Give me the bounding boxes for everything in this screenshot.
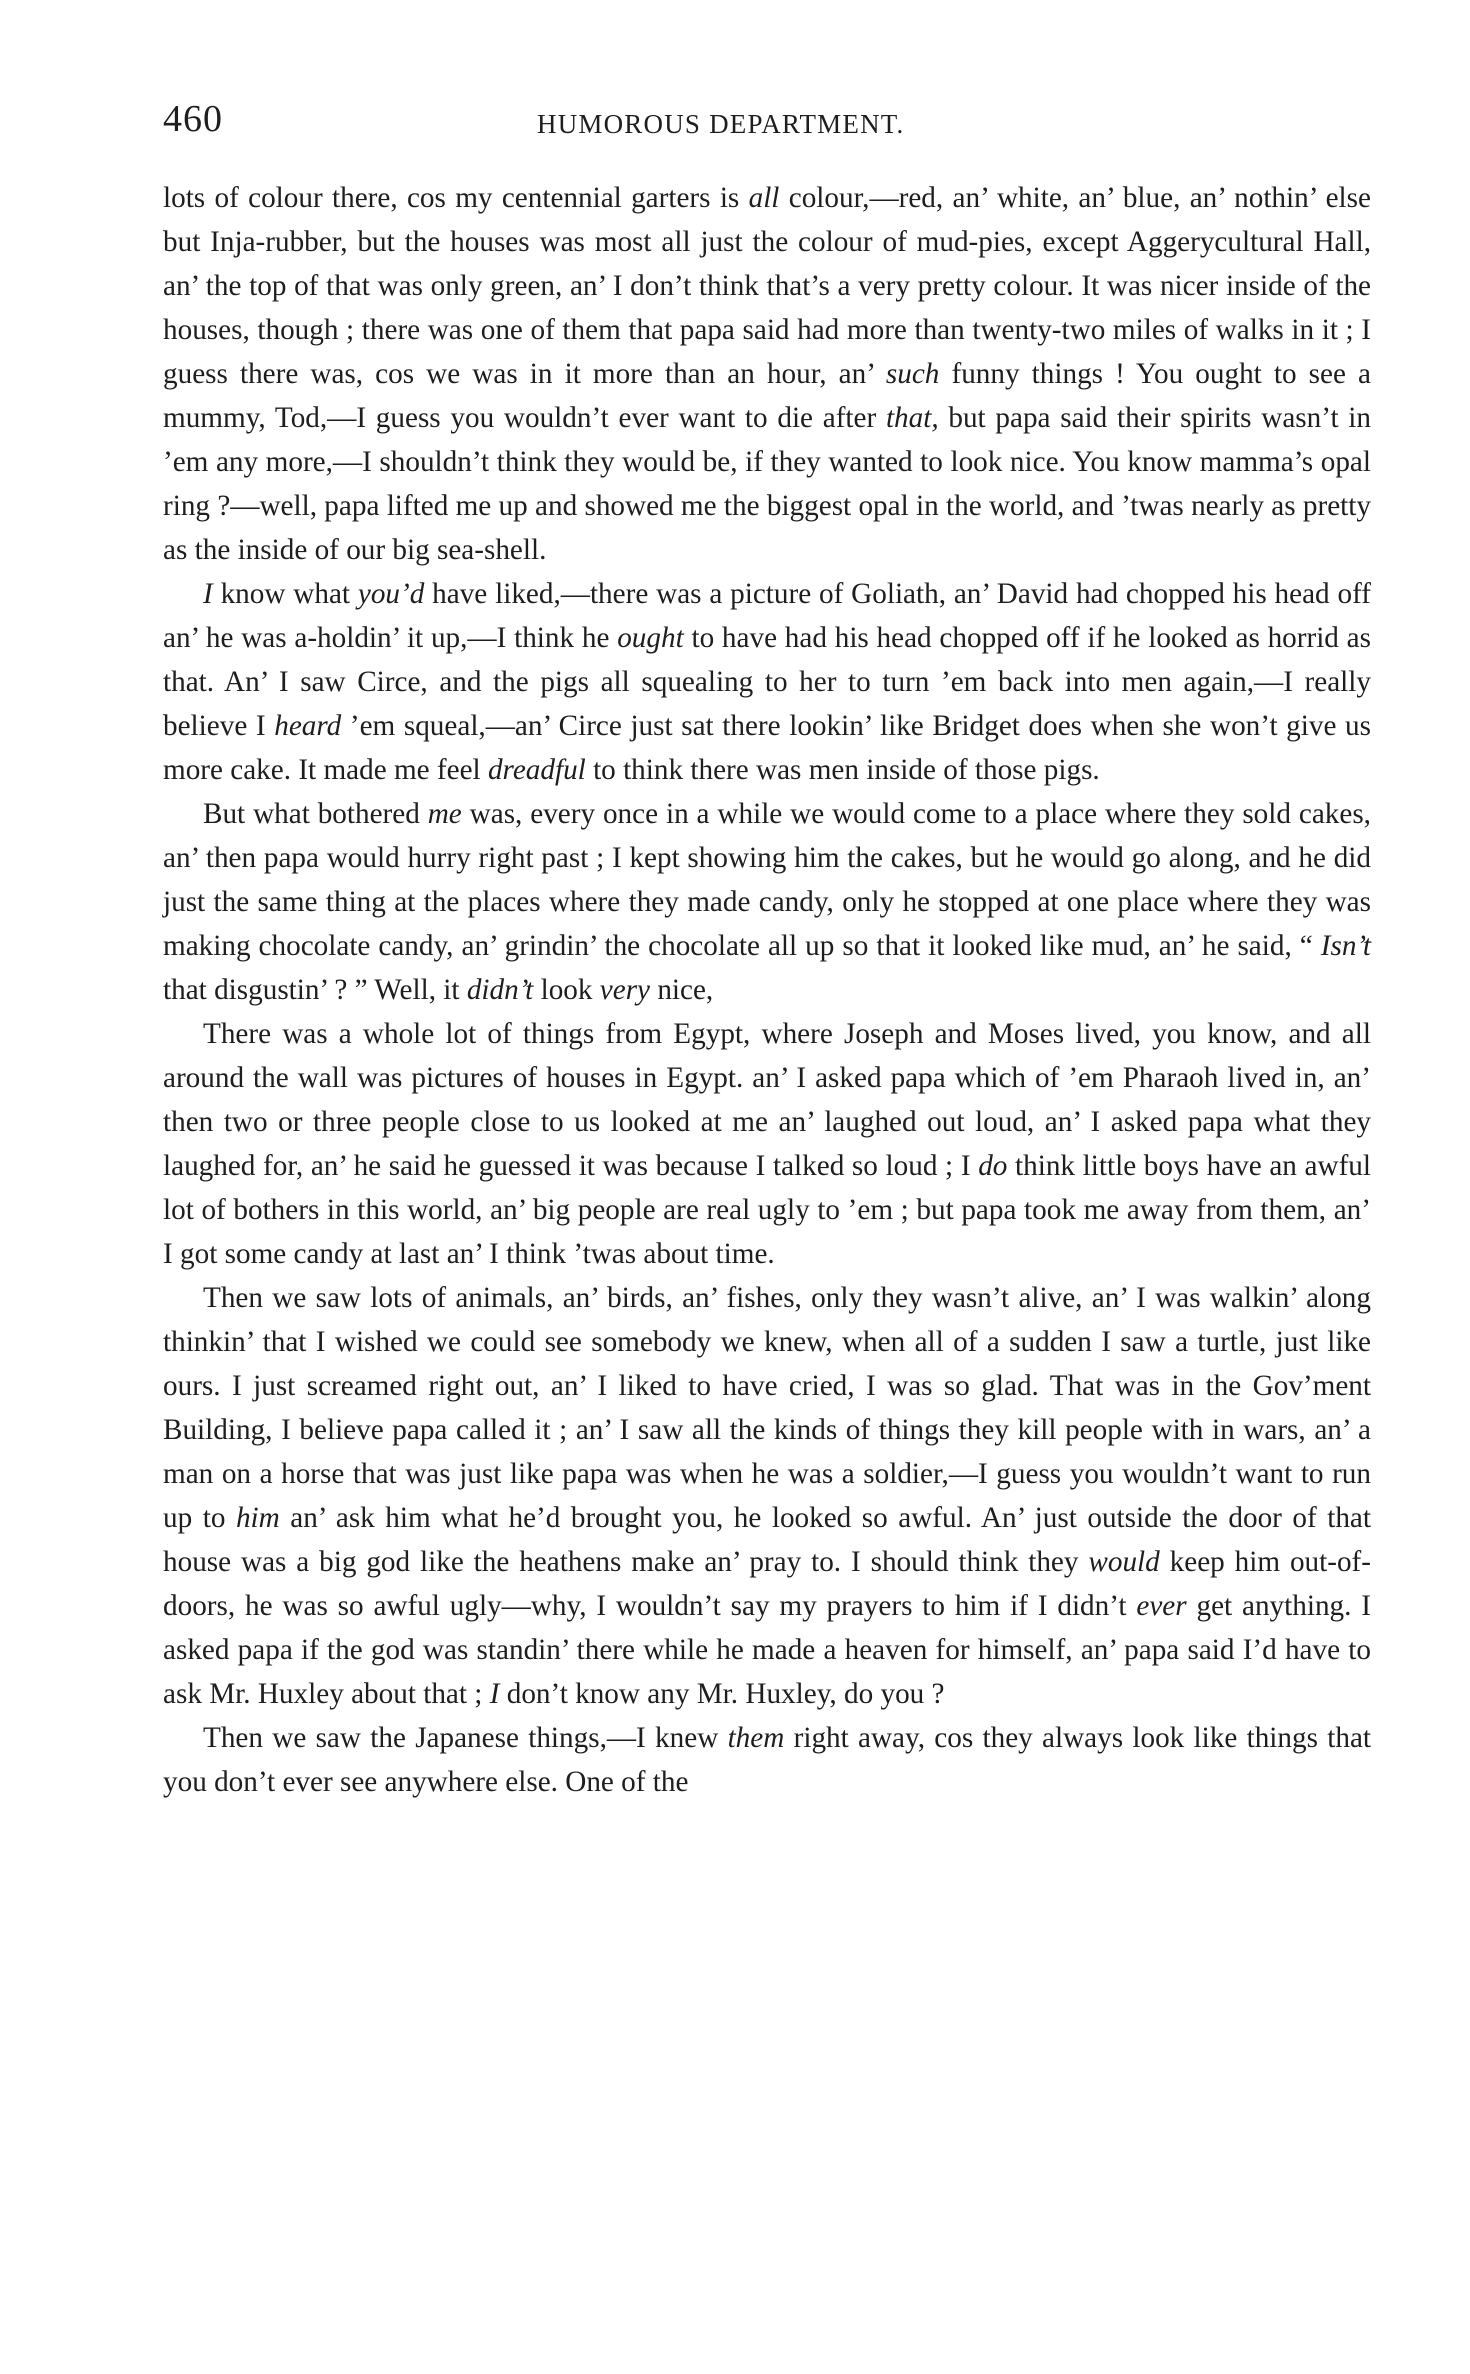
italic-text: him [235, 1502, 280, 1534]
italic-text: would [1088, 1546, 1160, 1578]
body-text [163, 176, 1371, 1804]
text-run: keep him out-of-doors, he was so awful ugly—why, I wouldn’t say my prayers to him if I didn’t [163, 1546, 1371, 1622]
italic-text: them [727, 1722, 785, 1754]
text-run: know what [212, 578, 358, 610]
text-run: Then we saw the Japanese things,—I knew [203, 1722, 728, 1754]
italic-text: do [978, 1150, 1008, 1182]
text-run: but papa said their spirits wasn’t in ’em any more,—I shouldn’t think they would be, if they wanted to look nice. You know mamma’s opal ring ?—well, papa lifted me up and showed me the biggest opal in the world, and ’twas nearly as pretty as the inside of our big sea-shell. [163, 402, 1371, 566]
page-header [163, 98, 1373, 148]
paragraph-4 [163, 1012, 1371, 1276]
italic-text: all [748, 182, 780, 214]
text-run: don’t know any Mr. Huxley, do you ? [499, 1678, 945, 1710]
text-run: colour,—red, an’ white, an’ blue, an’ nothin’ else but Inja-rubber, but the houses was most all just the colour of mud-pies, except Aggerycultural Hall, an’ the top of that was only green, an’ I don’t think that’s a very pretty colour. It was nicer inside of the houses, though ; there was one of them that papa said had more than twenty-two miles of walks in it ; I guess there was, cos we was in it more than an hour, an’ [163, 182, 1371, 390]
text-run: But what bothered [203, 798, 428, 830]
text-run: an’ ask him what he’d brought you, he looked so awful. An’ just outside the door of that house was a big god like the heathens make an’ pray to. I should think they [163, 1502, 1372, 1578]
italic-text: I [203, 578, 213, 610]
text-run: There was a whole lot of things from Egypt, where Joseph and Moses lived, you know, and all around the wall was pictures of houses in Egypt. an’ I asked papa which of ’em Pharaoh lived in, an’ then two or three people close to us looked at me an’ laughed out loud, an’ I asked papa what they laughed for, an’ he said he guessed it was because I talked so loud ; I [163, 1018, 1371, 1182]
italic-text: I [489, 1678, 500, 1710]
text-run: right away, cos they always look like things that you don’t ever see anywhere else. One of the [163, 1722, 1372, 1798]
paragraph-5 [163, 1276, 1371, 1716]
page-number: 460 [163, 98, 223, 140]
italic-text: you’d [357, 578, 425, 610]
paragraph-3 [163, 792, 1371, 1012]
text-run: to have had his head chopped off if he looked as horrid as that. An’ I saw Circe, and the pigs all squealing to her to turn ’em back into men again,—I really believe I [163, 622, 1371, 742]
text-run: funny things ! You ought to see a mummy, Tod,—I guess you wouldn’t ever want to die after [163, 358, 1371, 434]
italic-text: dreadful [487, 754, 586, 786]
italic-text: such [885, 358, 940, 390]
paragraph-2 [163, 572, 1371, 792]
text-run: look [533, 974, 600, 1006]
paragraph-1 [163, 176, 1371, 572]
text-run: nice, [650, 974, 714, 1006]
text-run: was, every once in a while we would come to a place where they sold cakes, an’ then papa would hurry right past ; I kept showing him the cakes, but he would go along, and he did just the same thing at the places where they made candy, only he stopped at one place where they was making chocolate candy, an’ grindin’ the chocolate all up so that it looked like mud, an’ he said, “ [163, 798, 1371, 962]
paragraph-6 [163, 1716, 1371, 1804]
running-head: HUMOROUS DEPARTMENT. [537, 109, 905, 139]
text-run: ’em squeal,—an’ Circe just sat there lookin’ like Bridget does when she won’t give us more cake. It made me feel [163, 710, 1371, 786]
italic-text: didn’t [466, 974, 534, 1006]
text-run: have liked,—there was a picture of Goliath, an’ David had chopped his head off an’ he was a-holdin’ it up,—I think he [163, 578, 1371, 654]
italic-text: very [599, 974, 651, 1006]
italic-text: Isn’t [1320, 930, 1371, 962]
italic-text: me [427, 798, 462, 830]
italic-text: ought [617, 622, 684, 654]
text-run: that disgustin’ ? ” Well, it [163, 974, 467, 1006]
text-run: think little boys have an awful lot of bothers in this world, an’ big people are real ugly to ’em ; but papa took me away from them, an’ I got some candy at last an’ I think ’twas about time. [163, 1150, 1371, 1270]
text-run: to think there was men inside of those pigs. [585, 754, 1100, 786]
text-run: get anything. I asked papa if the god was standin’ there while he made a heaven for himself, an’ papa said I’d have to ask Mr. Huxley about that ; [163, 1590, 1371, 1710]
italic-text: heard [274, 710, 342, 742]
text-run: lots of colour there, cos my centennial garters is [163, 182, 749, 214]
italic-text: that, [885, 402, 939, 434]
italic-text: ever [1136, 1590, 1187, 1622]
text-run: Then we saw lots of animals, an’ birds, an’ fishes, only they wasn’t alive, an’ I was walkin’ along thinkin’ that I wished we could see somebody we knew, when all of a sudden I saw a turtle, just like ours. I just screamed right out, an’ I liked to have cried, I was so glad. That was in the Gov’ment Building, I believe papa called it ; an’ I saw all the kinds of things they kill people with in wars, an’ a man on a horse that was just like papa was when he was a soldier,—I guess you wouldn’t want to run up to [163, 1282, 1371, 1534]
